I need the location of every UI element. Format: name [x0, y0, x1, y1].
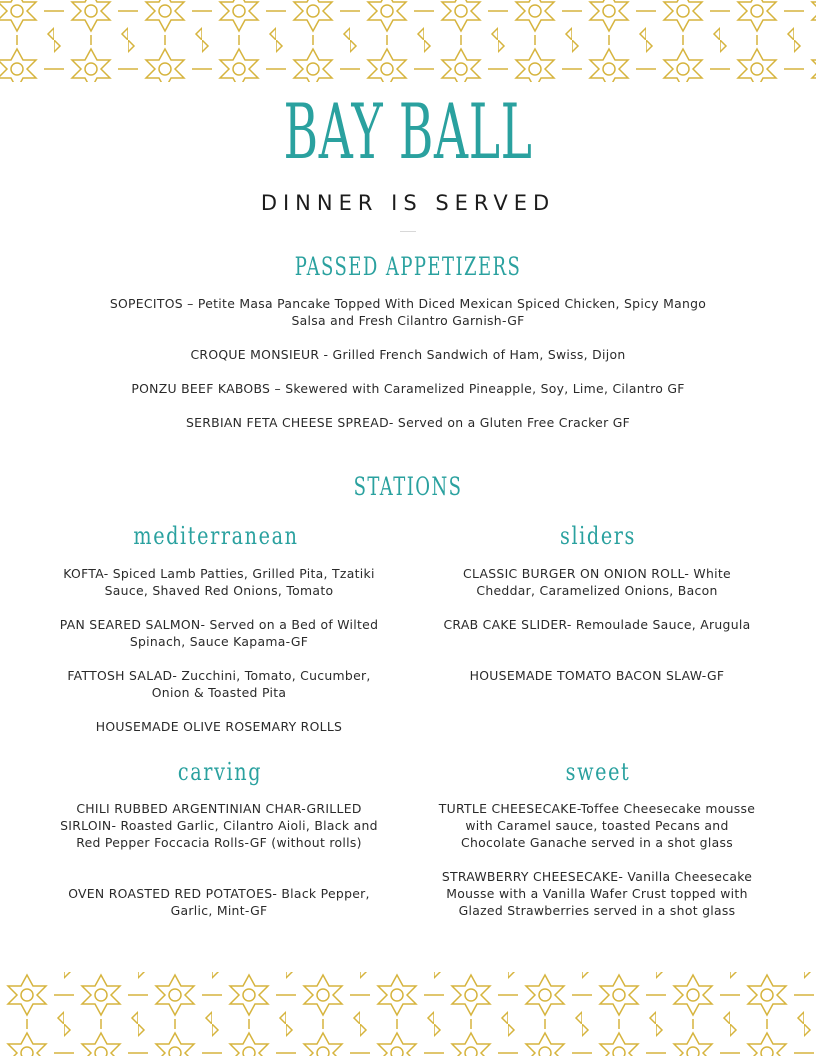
mediterranean-item: FATTOSH SALAD- Zucchini, Tomato, Cucumber, Onion & Toasted Pita — [67, 668, 371, 700]
top-ornament-band — [0, 0, 816, 82]
sweet-heading: sweet — [565, 758, 631, 786]
event-title: BAY BALL — [283, 87, 533, 176]
mediterranean-item: PAN SEARED SALMON- Served on a Bed of Wilted Spinach, Sauce Kapama-GF — [59, 617, 379, 649]
event-subtitle: DINNER IS SERVED — [260, 191, 556, 215]
sweet-item: STRAWBERRY CHEESECAKE- Vanilla Cheesecake Mousse with a Vanilla Wafer Crust topped with Glazed Strawberries served in a shot glass — [441, 869, 753, 918]
appetizer-item: SERBIAN FETA CHEESE SPREAD- Served on a Gluten Free Cracker GF — [185, 415, 631, 430]
sliders-heading: sliders — [559, 522, 637, 550]
carving-heading: carving — [177, 758, 263, 786]
sweet-item: TURTLE CHEESECAKE-Toffee Cheesecake mousse with Caramel sauce, toasted Pecans and Chocolate Ganache served in a shot glass — [438, 801, 756, 850]
carving-item: CHILI RUBBED ARGENTINIAN CHAR-GRILLED SIRLOIN- Roasted Garlic, Cilantro Aioli, Black and Red Pepper Foccacia Rolls-GF (without rolls) — [60, 801, 378, 850]
sliders-item: CRAB CAKE SLIDER- Remoulade Sauce, Arugula — [443, 617, 751, 632]
sliders-item: HOUSEMADE TOMATO BACON SLAW-GF — [469, 668, 725, 683]
title-divider — [400, 231, 416, 232]
passed-appetizers-heading: PASSED APPETIZERS — [294, 252, 522, 281]
bottom-ornament-band — [0, 972, 816, 1056]
mediterranean-heading: mediterranean — [133, 522, 299, 550]
mediterranean-item: HOUSEMADE OLIVE ROSEMARY ROLLS — [95, 719, 343, 734]
mediterranean-item: KOFTA- Spiced Lamb Patties, Grilled Pita, Tzatiki Sauce, Shaved Red Onions, Tomato — [63, 566, 375, 598]
appetizer-item: PONZU BEEF KABOBS – Skewered with Caramelized Pineapple, Soy, Lime, Cilantro GF — [131, 381, 685, 396]
sliders-item: CLASSIC BURGER ON ONION ROLL- White Cheddar, Caramelized Onions, Bacon — [463, 566, 731, 598]
stations-heading: STATIONS — [353, 472, 463, 501]
carving-item: OVEN ROASTED RED POTATOES- Black Pepper, Garlic, Mint-GF — [68, 886, 370, 918]
appetizer-item: SOPECITOS – Petite Masa Pancake Topped With Diced Mexican Spiced Chicken, Spicy Mango Salsa and Fresh Cilantro Garnish-GF — [109, 296, 707, 328]
appetizer-item: CROQUE MONSIEUR - Grilled French Sandwich of Ham, Swiss, Dijon — [190, 347, 626, 362]
